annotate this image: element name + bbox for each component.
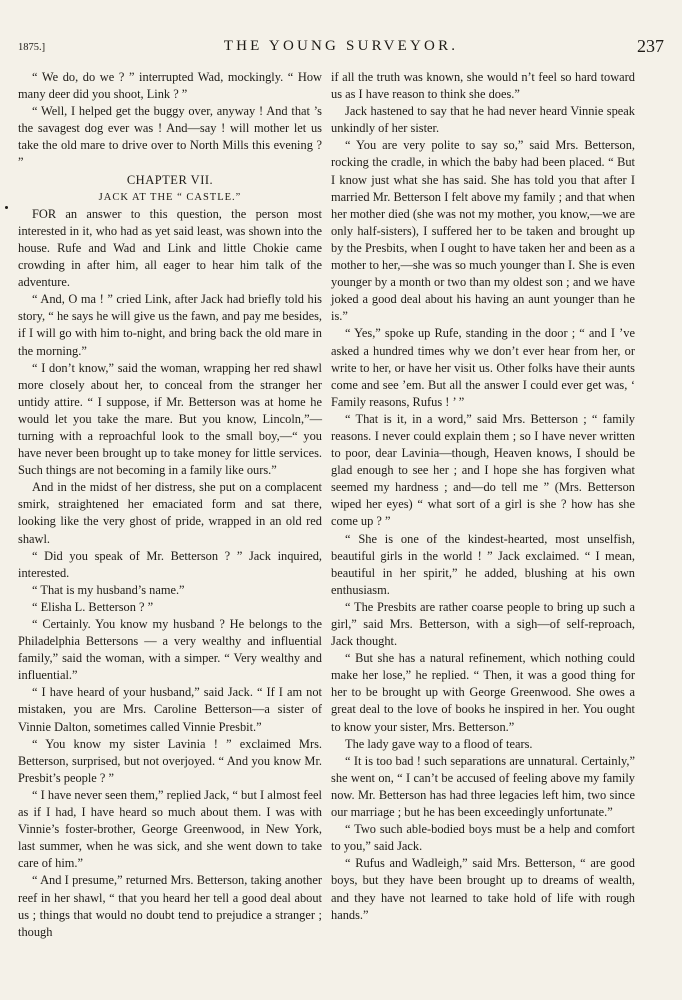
paragraph: “ Elisha L. Betterson ? ” bbox=[32, 599, 154, 614]
margin-mark bbox=[5, 206, 8, 209]
paragraph: “ I have never seen them,” replied Jack, “ but I almost feel as if I had, I have heard so much about them. I was with Vinnie’s foster-brother, George Greenwood, in New York, last summer, when he was sick, and she went down to take care of him.” bbox=[18, 787, 322, 871]
chapter-title: CHAPTER VII. bbox=[126, 172, 214, 187]
paragraph: “ And I presume,” returned Mrs. Betterson, taking another reef in her shawl, “ that you heard her tell a good deal about us ; things that would no doubt tend to prejudice a stranger ; though bbox=[18, 873, 322, 939]
paragraph: “ Yes,” spoke up Rufe, standing in the door ; “ and I ’ve asked a hundred times why we don’t ever hear from her, or write to her, or have her visit us. Other folks have their aunts come and see ’em. But all the answer I could ever get was, ‘ Family reasons, Rufus ! ’ ” bbox=[331, 326, 635, 409]
header-year: 1875.] bbox=[18, 42, 46, 53]
paragraph: “ Well, I helped get the buggy over, anyway ! And that ’s the savagest dog ever was ! And—say ! will mother let us take the old mare to drive over to North Mills this evening ? ” bbox=[18, 104, 322, 170]
paragraph: “ Did you speak of Mr. Betterson ? ” Jack inquired, interested. bbox=[18, 548, 322, 580]
paragraph: Jack hastened to say that he had never heard Vinnie speak unkindly of her sister. bbox=[331, 104, 635, 136]
paragraph: The lady gave way to a flood of tears. bbox=[345, 736, 533, 751]
paragraph: “ That is it, in a word,” said Mrs. Betterson ; “ family reasons. I never could explain them ; so I have never written to poor, dear Lavinia—though, Heaven knows, I should be glad enough to see her ; and I hope she has forgiven what seemed my hardness ; and—do tell me ” (Mrs. Betterson wiped her eyes) “ what sort of a girl is she ? how has she come up ? ” bbox=[331, 411, 635, 529]
paragraph: if all the truth was known, she would n’t feel so hard toward us as I have reason to think she does.” bbox=[331, 70, 635, 102]
paragraph: “ I have heard of your husband,” said Jack. “ If I am not mistaken, you are Mrs. Caroline Betterson—a sister of Vinnie Dalton, sometimes called Vinnie Presbit.” bbox=[18, 685, 322, 734]
paragraph: “ The Presbits are rather coarse people to bring up such a girl,” said Mrs. Betterson, with a sigh—of self-reproach, Jack thought. bbox=[331, 599, 635, 649]
paragraph: “ We do, do we ? ” interrupted Wad, mockingly. “ How many deer did you shoot, Link ? ” bbox=[18, 70, 322, 102]
paragraph: “ It is too bad ! such separations are unnatural. Certainly,” she went on, “ I can’t be accused of feeling above my family now. Mr. Betterson has had three legacies left him, two since our marriage ; but he has been exceedingly unfortunate.” bbox=[331, 753, 635, 820]
header-title: THE YOUNG SURVEYOR. bbox=[223, 38, 459, 54]
chapter-subtitle: JACK AT THE “ CASTLE.” bbox=[98, 191, 242, 203]
right-column bbox=[331, 69, 635, 924]
paragraph: “ That is my husband’s name.” bbox=[32, 582, 185, 597]
paragraph: “ I don’t know,” said the woman, wrapping her red shawl more closely about her, to conceal from the stranger her untidy attire. “ I suppose, if Mr. Betterson was at home he would let you take the mare. But you know, Lincoln,”—turning with a reproachful look to the small boy,—“ you have never been brought up to take money for little services. Such things are not becoming in a family like ours.” bbox=[18, 360, 322, 478]
paragraph: “ She is one of the kindest-hearted, most unselfish, beautiful girls in the world ! ” Jack exclaimed. “ I mean, beautiful in her spirit,” he added, blushing at his own enthusiasm. bbox=[331, 531, 635, 597]
left-column bbox=[18, 69, 322, 941]
paragraph: “ Certainly. You know my husband ? He belongs to the Philadelphia Bettersons — a very wealthy and influential family,” said the woman, with a simper. “ Very wealthy and influential.” bbox=[18, 617, 322, 683]
paragraph: “ But she has a natural refinement, which nothing could make her lose,” he replied. “ Then, it was a good thing for her to be brought up with George Greenwood. She owes a great deal to the love of books he inspired in her. You ought to know your sister, Mrs. Betterson.” bbox=[331, 651, 635, 734]
paragraph: “ And, O ma ! ” cried Link, after Jack had briefly told his story, “ he says he will give us the fawn, and pay me besides, if I will go with him to-night, and bring back the old mare in the morning.” bbox=[18, 292, 322, 358]
paragraph: FOR an answer to this question, the person most interested in it, who had as yet said least, was shown into the house. Rufe and Wad and Link and little Chokie came crowding in after him, all eager to hear him talk of the adventure. bbox=[18, 206, 322, 290]
paragraph: “ Two such able-bodied boys must be a help and comfort to you,” said Jack. bbox=[331, 822, 635, 854]
page-number: 237 bbox=[637, 36, 664, 56]
page-header bbox=[18, 36, 664, 58]
paragraph: “ Rufus and Wadleigh,” said Mrs. Betterson, “ are good boys, but they have been brought up to dreams of wealth, and they have not learned to take hold of life with rough hands.” bbox=[331, 856, 635, 922]
paragraph: “ You are very polite to say so,” said Mrs. Betterson, rocking the cradle, in which the baby had been placed. “ But I know just what she has said. She has told you that after I married Mr. Betterson I felt above my family ; and that when her mother died (she was not my mother, you know,—we are only half-sisters), I suffered her to be taken and brought up by the Presbits, when I ought to have taken her and been as a mother to her,—she was so much younger than I. She is even younger by a month or two than my oldest son ; and we have joked a good deal about his having an aunt younger than he is.” bbox=[331, 138, 635, 324]
paragraph: And in the midst of her distress, she put on a complacent smirk, straightened her emaciated form and sat there, looking like the very ghost of pride, wrapped in an old red shawl. bbox=[18, 480, 322, 546]
paragraph: “ You know my sister Lavinia ! ” exclaimed Mrs. Betterson, surprised, but not overjoyed. “ And you know Mr. Presbit’s people ? ” bbox=[18, 736, 322, 785]
